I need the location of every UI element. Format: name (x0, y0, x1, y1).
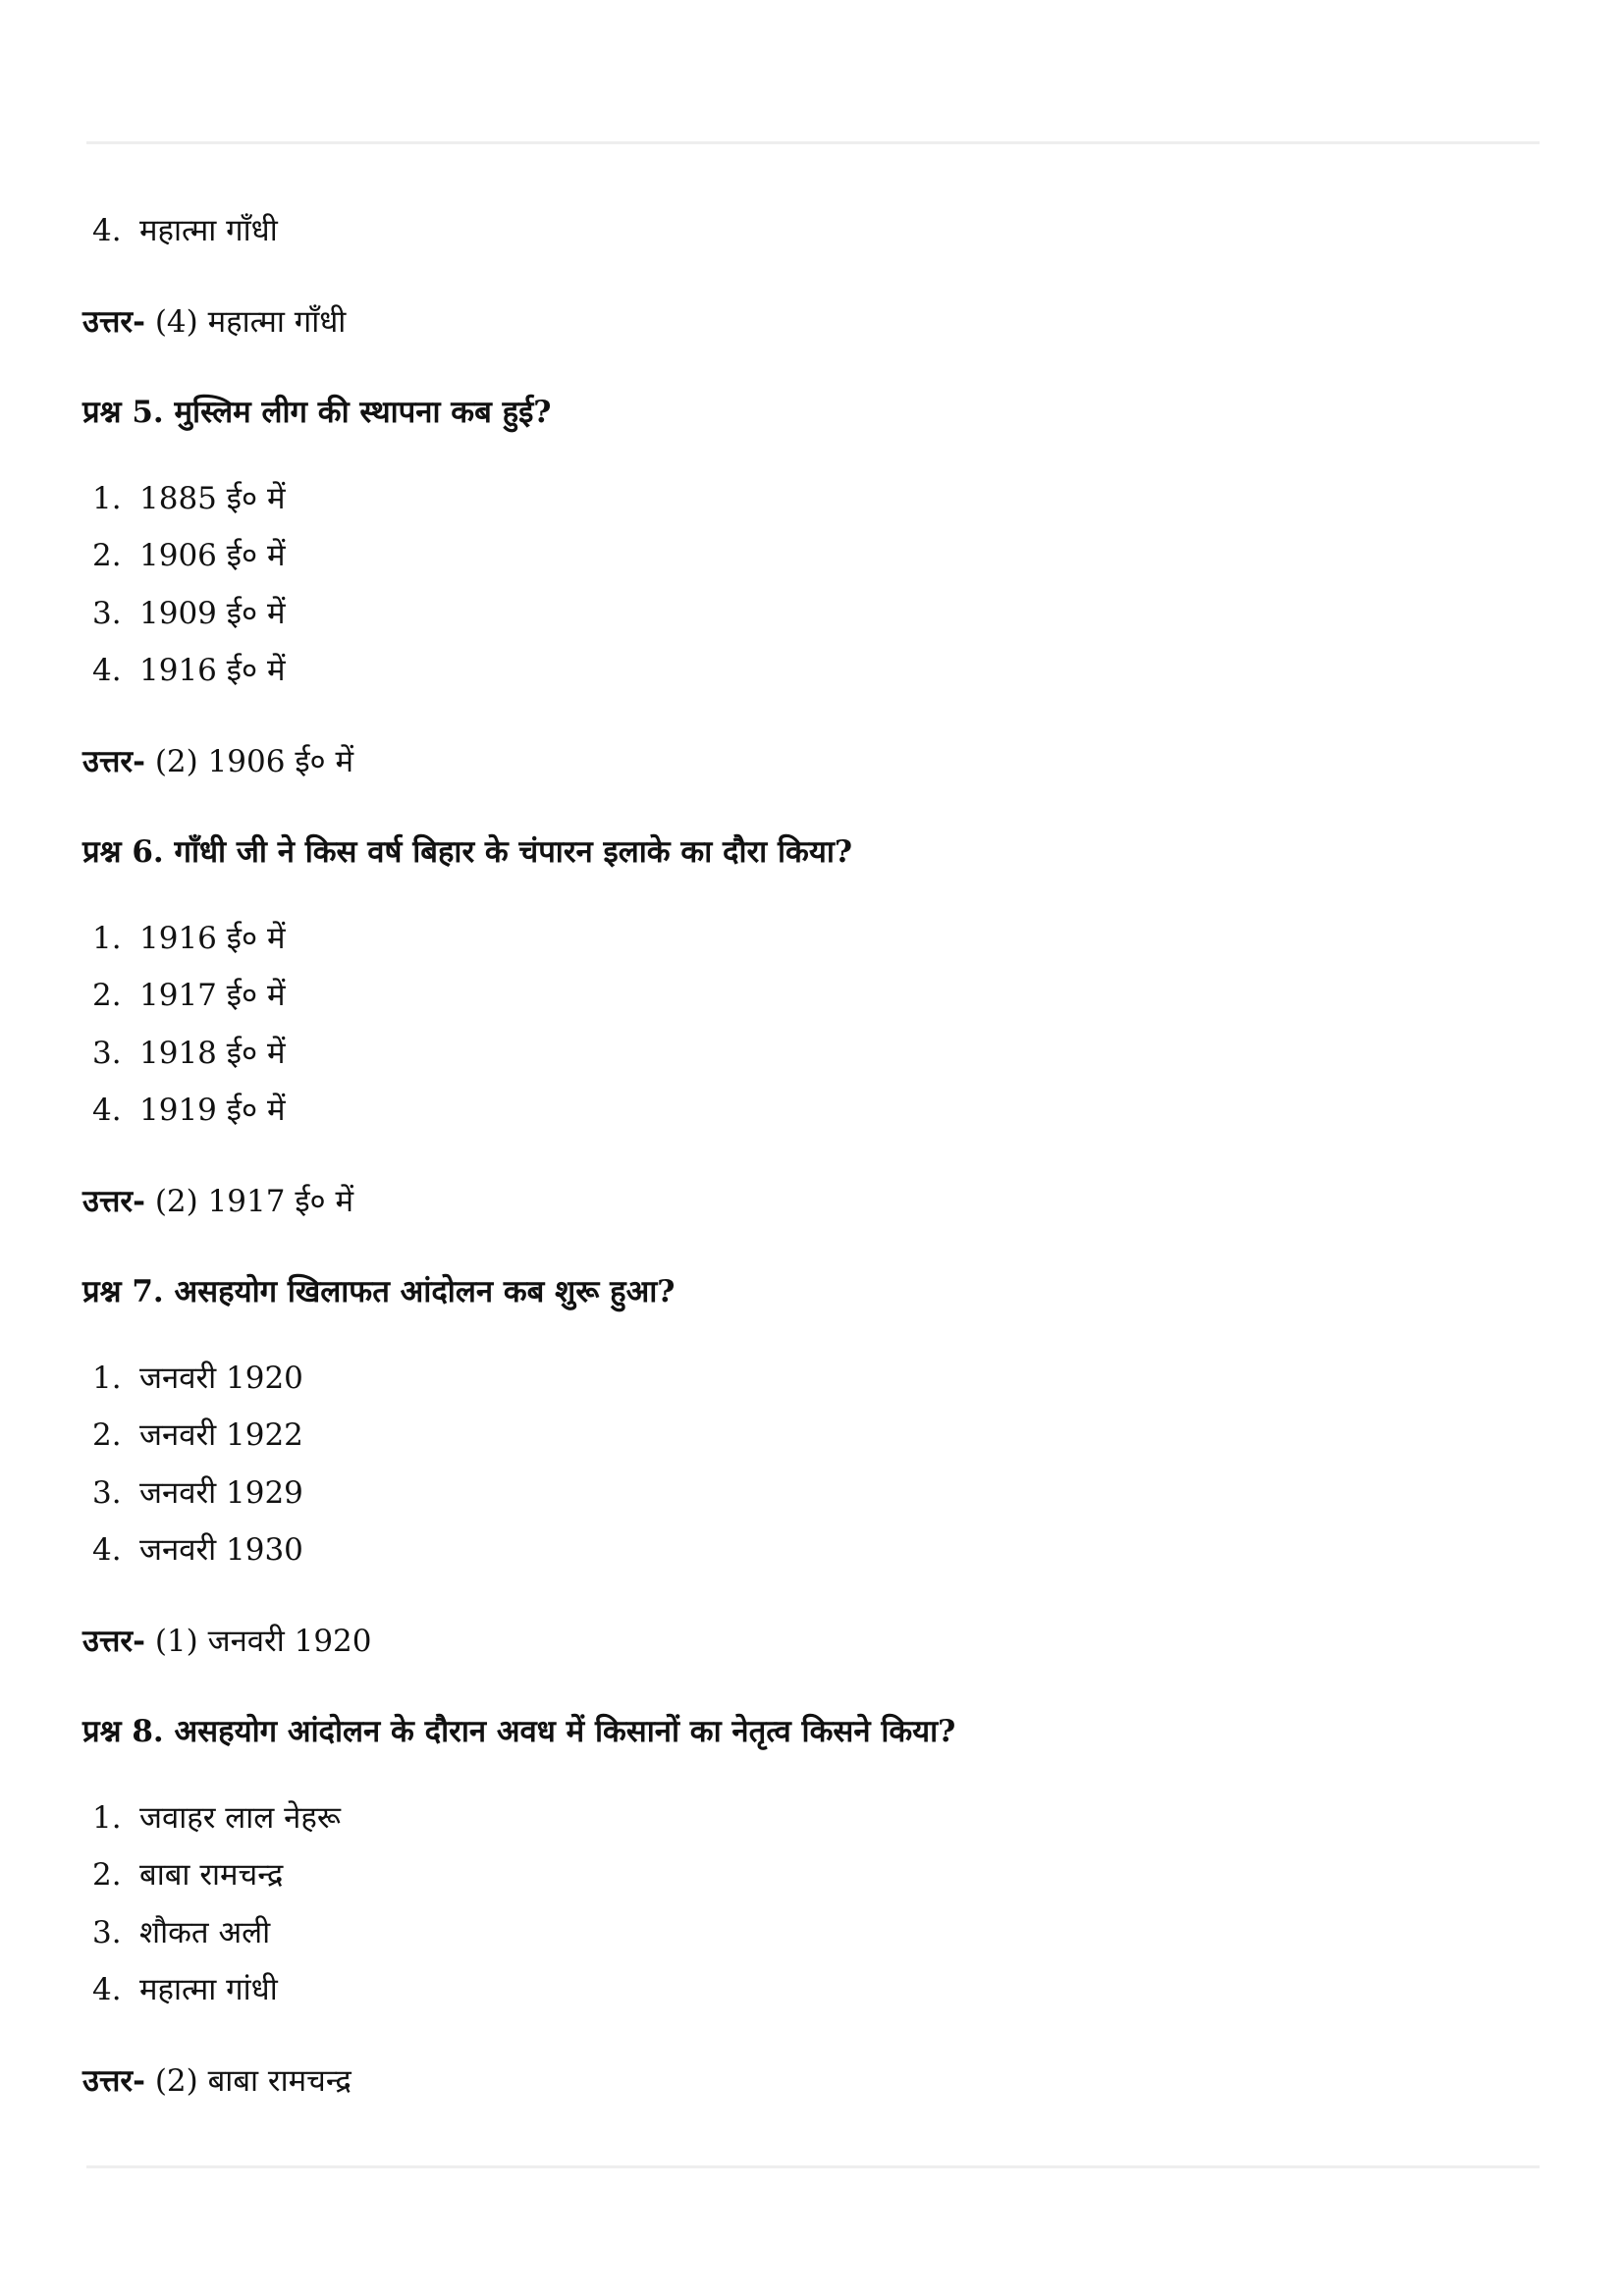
option-text: जनवरी 1929 (139, 1474, 303, 1511)
answer-label: उत्तर- (82, 303, 145, 340)
carryover-block (82, 202, 1536, 350)
option-text: जनवरी 1922 (139, 1417, 303, 1453)
answer-line (82, 733, 1536, 790)
option-text: 1919 ई० में (139, 1093, 286, 1128)
option-item (92, 1082, 1536, 1140)
answer-label: उत्तर- (82, 743, 145, 779)
option-number: 2. (92, 1857, 122, 1893)
option-item (92, 1846, 1536, 1904)
option-number: 1. (92, 1360, 122, 1396)
question-block-7 (82, 1263, 1536, 1670)
answer-line (82, 1613, 1536, 1670)
answer-line (82, 2053, 1536, 2109)
option-number: 2. (92, 978, 122, 1013)
option-text: महात्मा गांधी (139, 1972, 278, 2007)
option-item (92, 470, 1536, 528)
question-title: प्रश्न 7. असहयोग खिलाफत आंदोलन कब शुरू हुआ? (82, 1273, 676, 1309)
option-text: 1916 ई० में (139, 920, 286, 956)
answer-text: (2) बाबा रामचन्द्र (144, 2062, 352, 2099)
answer-text: (2) 1906 ई० में (144, 743, 354, 779)
option-item (92, 1025, 1536, 1083)
option-text: 1916 ई० में (139, 653, 286, 688)
option-item (92, 585, 1536, 643)
answer-label: उत्तर- (82, 1623, 145, 1659)
option-item (92, 1961, 1536, 2019)
option-number: 4. (92, 1972, 122, 2007)
option-text: 1918 ई० में (139, 1035, 286, 1071)
option-text: जनवरी 1930 (139, 1532, 303, 1568)
option-number: 3. (92, 1035, 122, 1071)
answer-text: (1) जनवरी 1920 (144, 1623, 372, 1659)
question-block-8 (82, 1703, 1536, 2109)
question-title: प्रश्न 8. असहयोग आंदोलन के दौरान अवध में किसानों का नेतृत्व किसने किया? (82, 1713, 956, 1749)
option-number: 1. (92, 480, 122, 516)
option-item (92, 1789, 1536, 1847)
option-text: 1906 ई० में (139, 538, 286, 573)
option-number: 4. (92, 653, 122, 688)
option-number: 1. (92, 1799, 122, 1836)
answer-line (82, 1173, 1536, 1230)
question-block-6 (82, 824, 1536, 1230)
option-text: जनवरी 1920 (139, 1360, 303, 1396)
option-text: महात्मा गाँधी (139, 213, 278, 248)
document-body (82, 202, 1536, 2109)
answer-text: (2) 1917 ई० में (144, 1183, 354, 1219)
option-text: 1885 ई० में (139, 480, 286, 516)
option-item (92, 1522, 1536, 1579)
top-divider (86, 141, 1540, 144)
option-text: जवाहर लाल नेहरू (139, 1799, 341, 1836)
question-block-5 (82, 384, 1536, 790)
option-item (92, 910, 1536, 968)
option-item (92, 202, 1536, 260)
option-text: शौकत अली (139, 1914, 271, 1950)
option-item (92, 642, 1536, 700)
option-number: 4. (92, 213, 122, 248)
option-text: 1909 ई० में (139, 595, 286, 631)
option-item (92, 967, 1536, 1025)
option-item (92, 527, 1536, 585)
option-text: बाबा रामचन्द्र (139, 1857, 284, 1893)
option-number: 3. (92, 1914, 122, 1950)
option-text: 1917 ई० में (139, 978, 286, 1013)
option-item (92, 1465, 1536, 1522)
answer-label: उत्तर- (82, 2062, 145, 2099)
option-number: 4. (92, 1093, 122, 1128)
option-item (92, 1350, 1536, 1408)
answer-line (82, 294, 1536, 350)
bottom-divider (86, 2165, 1540, 2168)
answer-text: (4) महात्मा गाँधी (144, 303, 347, 340)
option-number: 1. (92, 920, 122, 956)
option-number: 2. (92, 1417, 122, 1453)
option-item (92, 1407, 1536, 1465)
option-number: 2. (92, 538, 122, 573)
option-item (92, 1904, 1536, 1962)
answer-label: उत्तर- (82, 1183, 145, 1219)
option-number: 4. (92, 1532, 122, 1568)
question-title: प्रश्न 6. गाँधी जी ने किस वर्ष बिहार के चंपारन इलाके का दौरा किया? (82, 833, 853, 870)
option-number: 3. (92, 595, 122, 631)
option-number: 3. (92, 1474, 122, 1511)
question-title: प्रश्न 5. मुस्लिम लीग की स्थापना कब हुई? (82, 394, 552, 430)
